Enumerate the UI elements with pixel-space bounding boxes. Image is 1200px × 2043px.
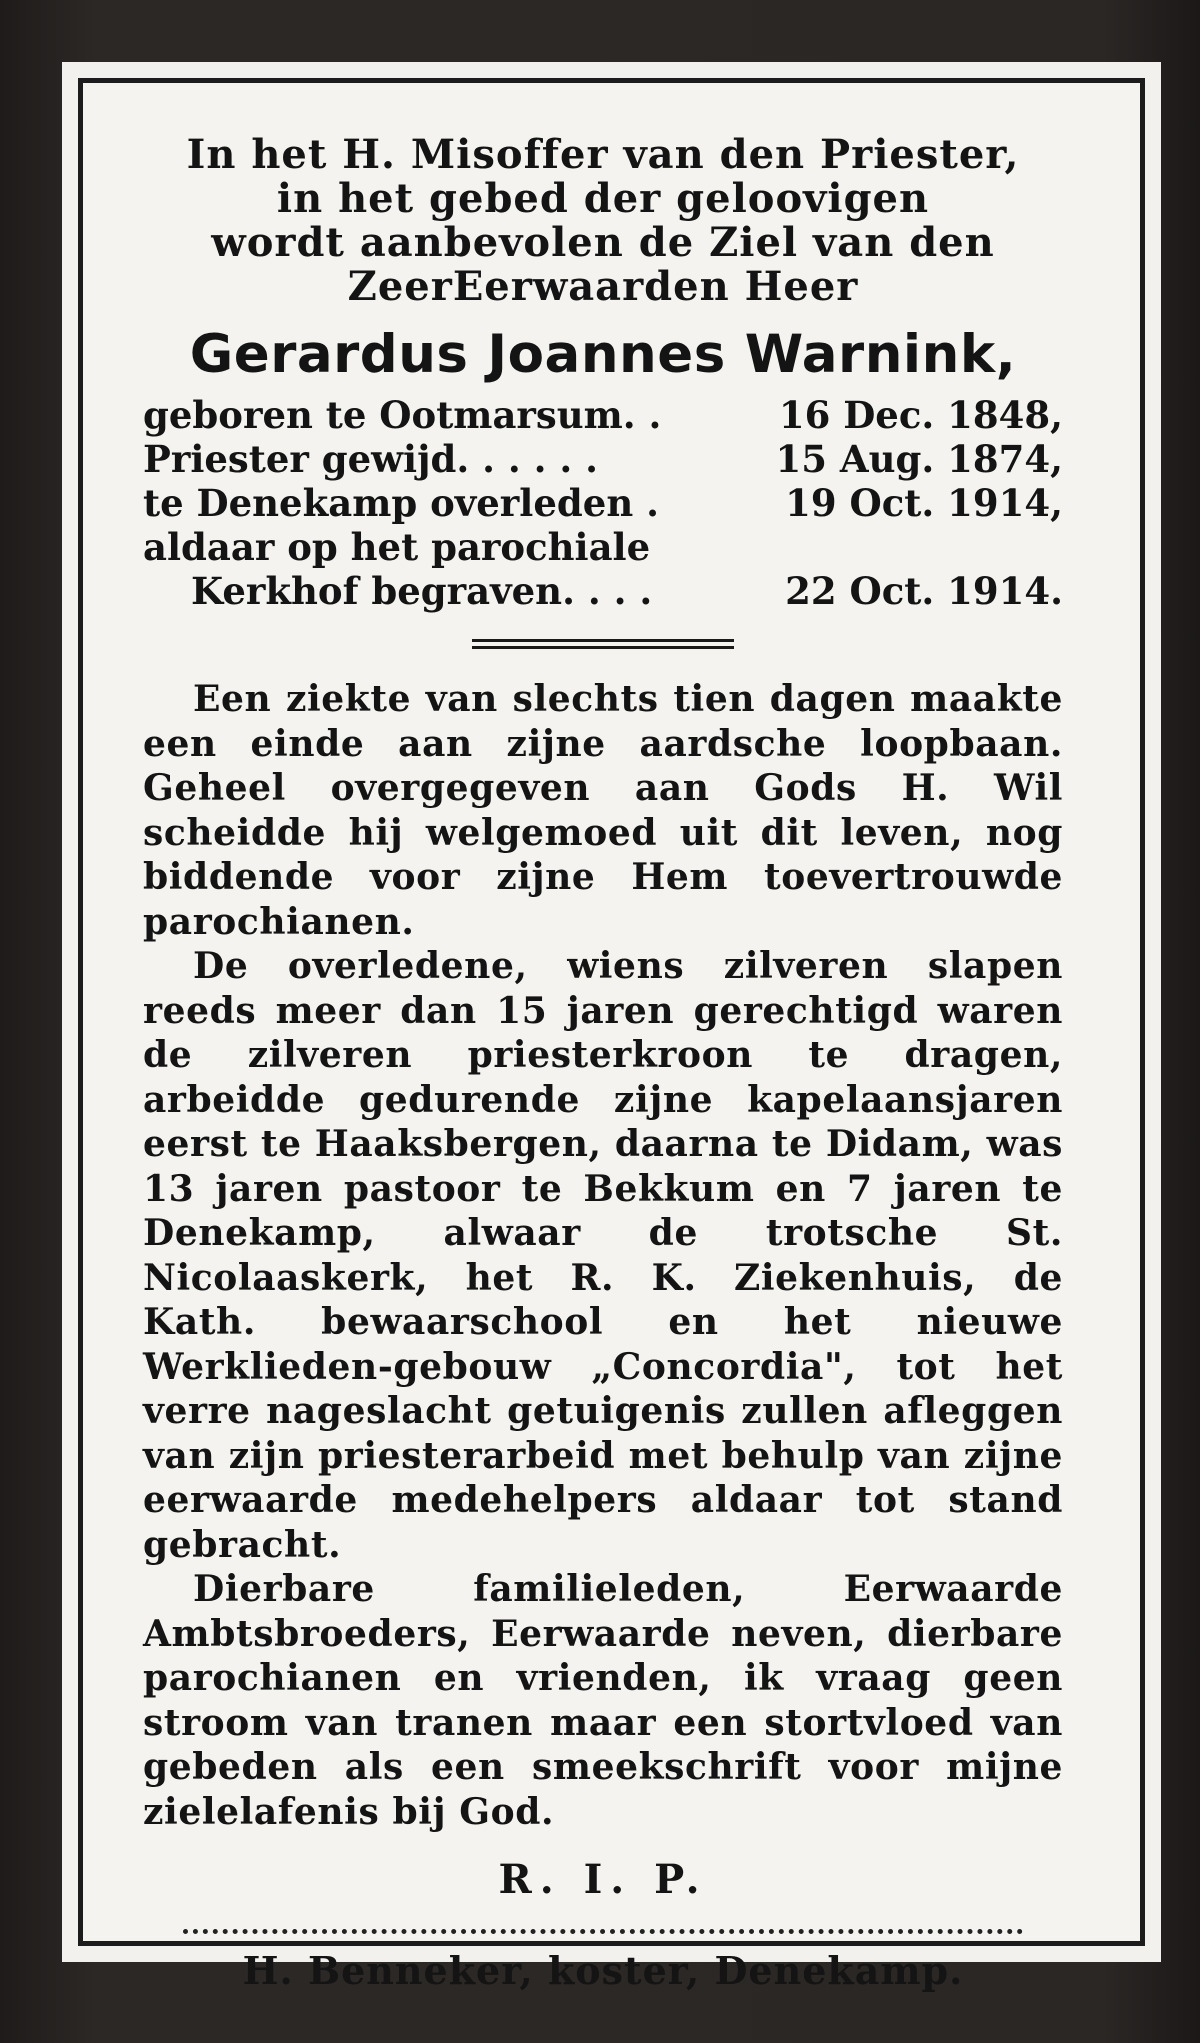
paragraph: De overledene, wiens zilveren slapen reeds meer dan 15 jaren gerechtigd waren de zilveren priesterkroon te dragen, arbeidde gedurende zijne kapelaansjaren eerst te Haaksbergen, daarna te Didam, was 13 jaren pastoor te Bekkum en 7 jaren te Denekamp, alwaar de trotsche St. Nicolaaskerk, het R. K. Ziekenhuis, de Kath. bewaarschool en het nieuwe Werklieden-gebouw „Concordia", tot het verre nageslacht getuigenis zullen afleggen van zijn priesterarbeid met behulp van zijne eerwaarde medehelpers aldaar tot stand gebracht. [143, 945, 1063, 1566]
card-frame [78, 78, 1145, 1993]
date-value: 19 Oct. 1914, [785, 481, 1063, 525]
date-row-ordained [143, 437, 1063, 481]
paragraph: Een ziekte van slechts tien dagen maakte een einde aan zijne aardsche loopbaan. Geheel overgegeven aan Gods H. Wil scheidde hij welgemoed uit dit leven, nog biddende voor zijne Hem toevertrouwde parochianen. [143, 678, 1063, 943]
date-row-born [143, 393, 1063, 437]
intro-text [143, 133, 1063, 309]
date-row-place [143, 525, 1063, 569]
intro-line-1: In het H. Misoffer van den Priester, [186, 131, 1020, 178]
date-value: 22 Oct. 1914. [785, 569, 1063, 613]
memorial-text [143, 677, 1063, 1834]
double-rule-divider [472, 639, 734, 649]
date-value: 15 Aug. 1874, [775, 437, 1063, 481]
memorial-card [62, 62, 1161, 1993]
date-label: aldaar op het parochiale [143, 525, 651, 569]
date-row-buried [143, 569, 1063, 613]
date-value: 16 Dec. 1848, [778, 393, 1063, 437]
printer-credit: H. Benneker, koster, Denekamp. [242, 1948, 964, 1993]
date-row-died [143, 481, 1063, 525]
deceased-name: Gerardus Joannes Warnink, [189, 324, 1017, 385]
date-label: Priester gewijd. . . . . . [143, 437, 599, 481]
paragraph: Dierbare familieleden, Eerwaarde Ambtsbroeders, Eerwaarde neven, dierbare parochianen en vrienden, ik vraag geen stroom van tranen maar een stortvloed van gebeden als een smeekschrift voor mijne zielelafenis bij God. [143, 1568, 1063, 1833]
intro-line-3: wordt aanbevolen de Ziel van den [211, 219, 995, 266]
date-label: geboren te Ootmarsum. . [143, 393, 662, 437]
dates-list [143, 393, 1063, 613]
rip-text: R. I. P. [498, 1856, 708, 1903]
intro-line-2: in het gebed der geloovigen [276, 175, 930, 222]
date-label: Kerkhof begraven. . . . [191, 569, 653, 613]
intro-line-4: ZeerEerwaarden Heer [347, 263, 859, 310]
card-content [143, 133, 1063, 1993]
dotted-divider [183, 1929, 1023, 1934]
date-label: te Denekamp overleden . [143, 481, 659, 525]
